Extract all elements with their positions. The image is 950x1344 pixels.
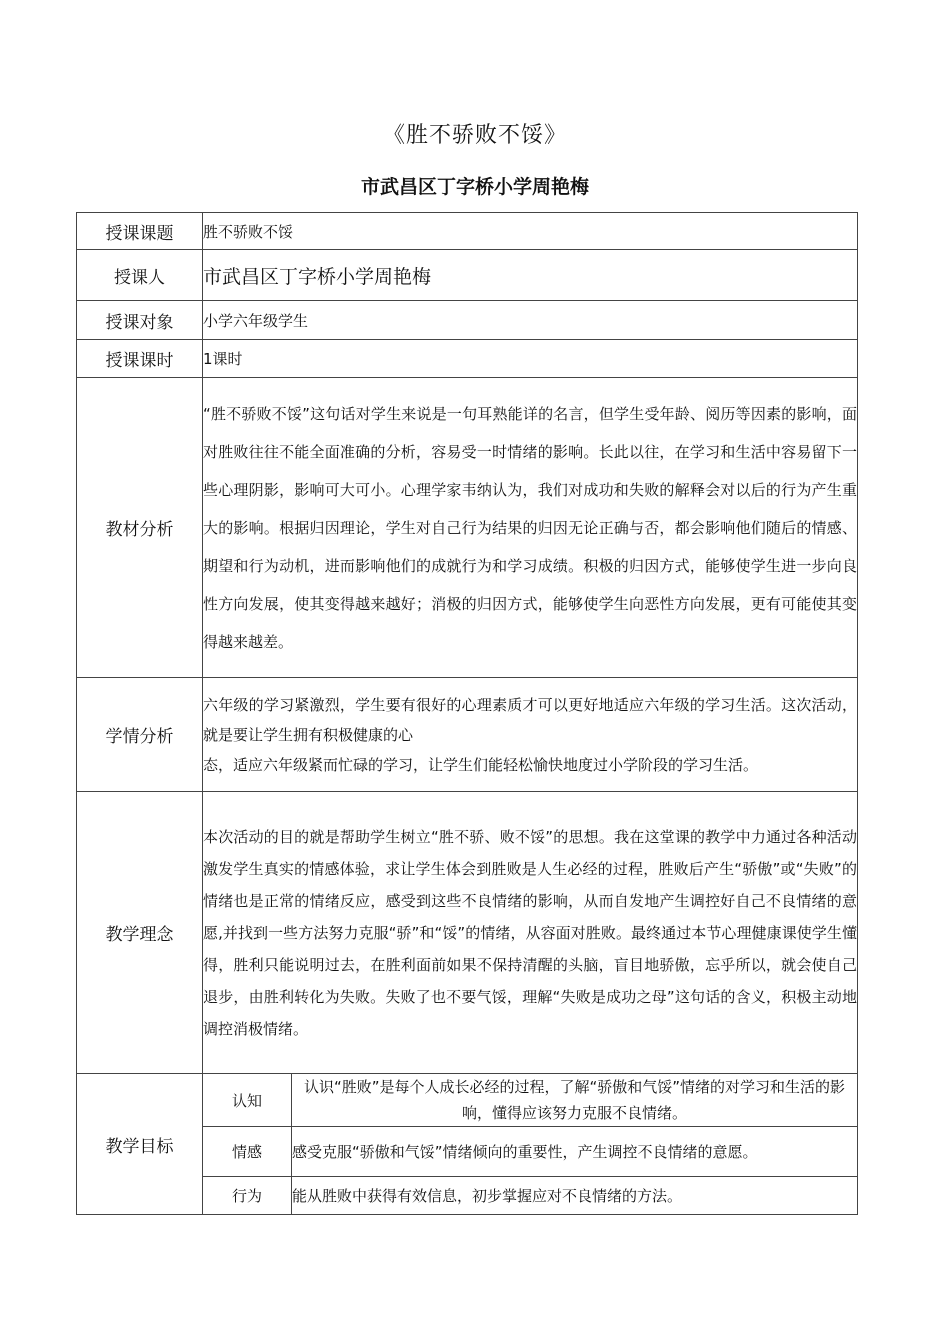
- students-line-1: 六年级的学习紧激烈，学生要有很好的心理素质才可以更好地适应六年级的学习生活。这次活动，就是要让学生拥有积极健康的心: [203, 695, 857, 744]
- goal-text-behavior: 能从胜败中获得有效信息，初步掌握应对不良情绪的方法。: [292, 1177, 858, 1215]
- row-duration: [77, 340, 858, 378]
- students-label: 学情分析: [77, 678, 203, 792]
- row-material: [77, 378, 858, 678]
- row-students: [77, 678, 858, 792]
- topic-label: 授课课题: [77, 213, 203, 250]
- row-topic: [77, 213, 858, 250]
- students-cell: [203, 678, 858, 792]
- topic-value: 胜不骄败不馁: [203, 213, 858, 250]
- row-teacher: [77, 250, 858, 301]
- goal-sub-behavior: 行为: [203, 1177, 292, 1215]
- goal-sub-emotion: 情感: [203, 1127, 292, 1177]
- row-philosophy: [77, 792, 858, 1074]
- teacher-label: 授课人: [77, 250, 203, 301]
- philosophy-text: 本次活动的目的就是帮助学生树立“胜不骄、败不馁”的思想。我在这堂课的教学中力通过各种活动激发学生真实的情感体验，求让学生体会到胜败是人生必经的过程，胜败后产生“骄傲”或“失败”的情绪也是正常的情绪反应，感受到这些不良情绪的影响，从而自发地产生调控好自己不良情绪的意愿,并找到一些方法努力克服“骄”和“馁”的情绪，从容面对胜败。最终通过本节心理健康课使学生懂得，胜利只能说明过去，在胜利面前如果不保持清醒的头脑，盲目地骄傲，忘乎所以，就会使自己退步，由胜利转化为失败。失败了也不要气馁，理解“失败是成功之母”这句话的含义，积极主动地调控消极情绪。: [203, 792, 858, 1074]
- row-audience: [77, 301, 858, 340]
- row-goal-cognition: [77, 1074, 858, 1127]
- document-title: 《胜不骄败不馁》: [382, 123, 567, 148]
- goal-text-cognition: 认识“胜败”是每个人成长必经的过程，了解“骄傲和气馁”情绪的对学习和生活的影响，懂得应该努力克服不良情绪。: [292, 1074, 858, 1127]
- teacher-value: 市武昌区丁字桥小学周艳梅: [203, 250, 858, 301]
- lesson-plan-table: [76, 212, 858, 1215]
- audience-label: 授课对象: [77, 301, 203, 340]
- material-text: “胜不骄败不馁”这句话对学生来说是一句耳熟能详的名言，但学生受年龄、阅历等因素的影响，面对胜败往往不能全面准确的分析，容易受一时情绪的影响。长此以往，在学习和生活中容易留下一些心理阴影，影响可大可小。心理学家韦纳认为，我们对成功和失败的解释会对以后的行为产生重大的影响。根据归因理论，学生对自己行为结果的归因无论正确与否，都会影响他们随后的情感、期望和行为动机，进而影响他们的成就行为和学习成绩。积极的归因方式，能够使学生进一步向良性方向发展，使其变得越来越好；消极的归因方式，能够使学生向恶性方向发展，更有可能使其变得越来越差。: [203, 378, 858, 678]
- goals-label: 教学目标: [77, 1074, 203, 1215]
- goal-sub-cognition: 认知: [203, 1074, 292, 1127]
- goal-text-emotion: 感受克服“骄傲和气馁”情绪倾向的重要性，产生调控不良情绪的意愿。: [292, 1127, 858, 1177]
- document-subtitle: 市武昌区丁字桥小学周艳梅: [360, 176, 589, 198]
- duration-value: 1课时: [203, 340, 858, 378]
- philosophy-label: 教学理念: [77, 792, 203, 1074]
- audience-value: 小学六年级学生: [203, 301, 858, 340]
- students-line-2: 态，适应六年级紧而忙碌的学习，让学生们能轻松愉快地度过小学阶段的学习生活。: [203, 755, 759, 774]
- duration-label: 授课课时: [77, 340, 203, 378]
- material-label: 教材分析: [77, 378, 203, 678]
